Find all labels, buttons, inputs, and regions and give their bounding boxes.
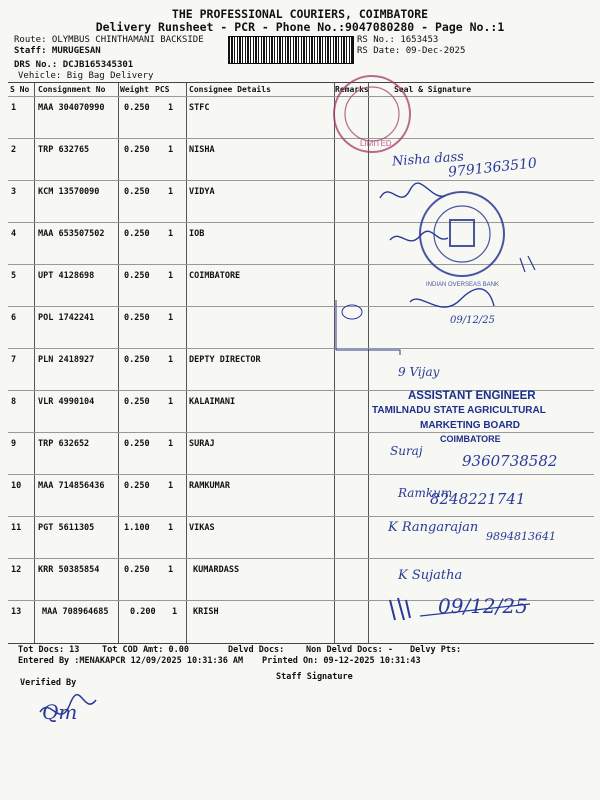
delivery-points: Delvy Pts:: [410, 645, 462, 655]
cell-consignee: SURAJ: [189, 439, 215, 449]
stamp-line-1: ASSISTANT ENGINEER: [408, 390, 536, 402]
cell-sno: 9: [11, 439, 17, 449]
total-docs: Tot Docs: 13: [18, 645, 80, 655]
cell-sno: 8: [11, 397, 17, 407]
cell-sno: 1: [11, 103, 17, 113]
cell-sno: 2: [11, 145, 17, 155]
cell-pcs: 1: [168, 313, 174, 323]
cell-consignee: KALAIMANI: [189, 397, 236, 407]
cell-consignee: KUMARDASS: [193, 565, 240, 575]
cell-weight: 0.250: [124, 313, 150, 323]
runsheet-subtitle: Delivery Runsheet - PCR - Phone No.:9047080280 - Page No.:1: [95, 20, 505, 34]
handwriting-mobile: 9360738582: [462, 452, 558, 470]
non-delivered-docs: Non Delvd Docs: -: [306, 645, 393, 655]
cell-pcs: 1: [168, 397, 174, 407]
staff-label: Staff: MURUGESAN: [14, 46, 101, 56]
cell-consignment: PGT 5611305: [38, 523, 95, 533]
handwriting-ramkumar: Ramkum: [398, 486, 453, 500]
cell-consignment: VLR 4990104: [38, 397, 95, 407]
signature-krish: [390, 598, 410, 620]
cell-sno: 7: [11, 355, 17, 365]
cell-pcs: 1: [168, 229, 174, 239]
handwriting-vijay: 9 Vijay: [398, 365, 440, 379]
cell-sno: 10: [11, 481, 22, 491]
cell-weight: 0.250: [124, 439, 150, 449]
cell-consignee: IOB: [189, 229, 205, 239]
company-title: THE PROFESSIONAL COURIERS, COIMBATORE: [171, 7, 429, 21]
handwriting-ksujatha: K Sujatha: [398, 568, 463, 583]
cell-pcs: 1: [168, 481, 174, 491]
handwriting-nisha: Nisha dass: [391, 149, 465, 170]
verified-by-label: Verified By: [20, 678, 77, 688]
handwriting-suraj: Suraj: [390, 444, 423, 458]
cell-sno: 3: [11, 187, 17, 197]
col-header-seal: Seal & Signature: [394, 85, 472, 94]
cell-consignee: NISHA: [189, 145, 215, 155]
vehicle-label: Vehicle: Big Bag Delivery: [18, 71, 154, 81]
col-header-weight: Weight: [120, 85, 149, 94]
route-label: Route: OLYMBUS CHINTHAMANI BACKSIDE: [14, 35, 204, 45]
signature-iob: [390, 231, 448, 241]
stamp-line-3: MARKETING BOARD: [420, 420, 520, 431]
cell-weight: 0.250: [124, 187, 150, 197]
cell-sno: 5: [11, 271, 17, 281]
handwriting-phone1: 9791363510: [447, 155, 538, 181]
total-cod: Tot COD Amt: 0.00: [102, 645, 189, 655]
handwriting-date-small: 09/12/25: [450, 315, 495, 326]
cell-weight: 0.250: [124, 355, 150, 365]
cell-pcs: 1: [168, 355, 174, 365]
cell-consignment: PLN 2418927: [38, 355, 95, 365]
signature-pos: [410, 289, 494, 307]
cell-consignment: MAA 304070990: [38, 103, 105, 113]
cell-weight: 0.250: [124, 229, 150, 239]
cell-pcs: 1: [172, 607, 178, 617]
cell-consignee: COIMBATORE: [189, 271, 241, 281]
cell-consignment: UPT 4128698: [38, 271, 95, 281]
col-header-pcs: PCS: [155, 85, 170, 94]
cell-consignee: DEPTY DIRECTOR: [189, 355, 261, 365]
stamp-line-4: COIMBATORE: [440, 434, 501, 444]
cell-sno: 12: [11, 565, 22, 575]
remarks-scribble: [336, 300, 400, 355]
cell-consignee: VIKAS: [189, 523, 215, 533]
delivered-docs: Delvd Docs:: [228, 645, 285, 655]
cell-weight: 0.250: [124, 271, 150, 281]
cell-weight: 0.250: [124, 565, 150, 575]
cell-weight: 0.200: [130, 607, 156, 617]
cell-consignment: MAA 653507502: [38, 229, 105, 239]
col-header-consignment: Consignment No: [38, 85, 106, 94]
entered-by: Entered By :MENAKAPCR 12/09/2025 10:31:36 AM: [18, 656, 244, 666]
signature-vidya: [380, 183, 445, 198]
cell-consignment: TRP 632652: [38, 439, 90, 449]
cell-sno: 6: [11, 313, 17, 323]
cell-consignee: RAMKUMAR: [189, 481, 230, 491]
cell-weight: 1.100: [124, 523, 150, 533]
cell-consignment: TRP 632765: [38, 145, 90, 155]
col-header-sno: S No: [10, 85, 30, 94]
remarks-scribble: [342, 305, 362, 319]
signature-coimbatore: [520, 256, 535, 272]
handwriting-phone3: 9894813641: [486, 530, 556, 543]
col-header-remarks: Remarks: [335, 85, 369, 94]
cell-consignment: POL 1742241: [38, 313, 95, 323]
handwriting-rangarajan: K Rangarajan: [388, 520, 479, 535]
cell-sno: 13: [11, 607, 22, 617]
bank-stamp: [420, 192, 504, 288]
drs-number: DRS No.: DCJB165345301: [14, 60, 134, 70]
cell-consignment: MAA 708964685: [42, 607, 109, 617]
cell-pcs: 1: [168, 187, 174, 197]
cell-sno: 11: [11, 523, 22, 533]
cell-pcs: 1: [168, 523, 174, 533]
cell-consignment: KRR 50385854: [38, 565, 100, 575]
staff-signature-label: Staff Signature: [276, 672, 353, 682]
cell-sno: 4: [11, 229, 17, 239]
verifier-signature-text: Qm: [42, 700, 78, 724]
cell-consignment: MAA 714856436: [38, 481, 105, 491]
cell-consignee: STFC: [189, 103, 210, 113]
cell-pcs: 1: [168, 103, 174, 113]
cell-consignee: VIDYA: [189, 187, 215, 197]
cell-pcs: 1: [168, 145, 174, 155]
rs-date: RS Date: 09-Dec-2025: [357, 46, 466, 56]
handwriting-date: 09/12/25: [438, 594, 528, 618]
col-header-consignee: Consignee Details: [189, 85, 271, 94]
cell-weight: 0.250: [124, 103, 150, 113]
cell-pcs: 1: [168, 439, 174, 449]
cell-weight: 0.250: [124, 481, 150, 491]
rs-number: RS No.: 1653453: [357, 35, 439, 45]
cell-pcs: 1: [168, 565, 174, 575]
handwriting-phone2: 8248221741: [430, 490, 526, 508]
stamp-line-2: TAMILNADU STATE AGRICULTURAL: [372, 405, 546, 416]
cell-consignment: KCM 13570090: [38, 187, 100, 197]
printed-on: Printed On: 09-12-2025 10:31:43: [262, 656, 421, 666]
cell-pcs: 1: [168, 271, 174, 281]
cell-consignee: KRISH: [193, 607, 219, 617]
bank-stamp-text: INDIAN OVERSEAS BANK: [426, 282, 500, 288]
stfc-stamp: [334, 76, 410, 152]
cell-weight: 0.250: [124, 397, 150, 407]
cell-weight: 0.250: [124, 145, 150, 155]
stfc-stamp-text: LIMITED: [360, 139, 392, 148]
